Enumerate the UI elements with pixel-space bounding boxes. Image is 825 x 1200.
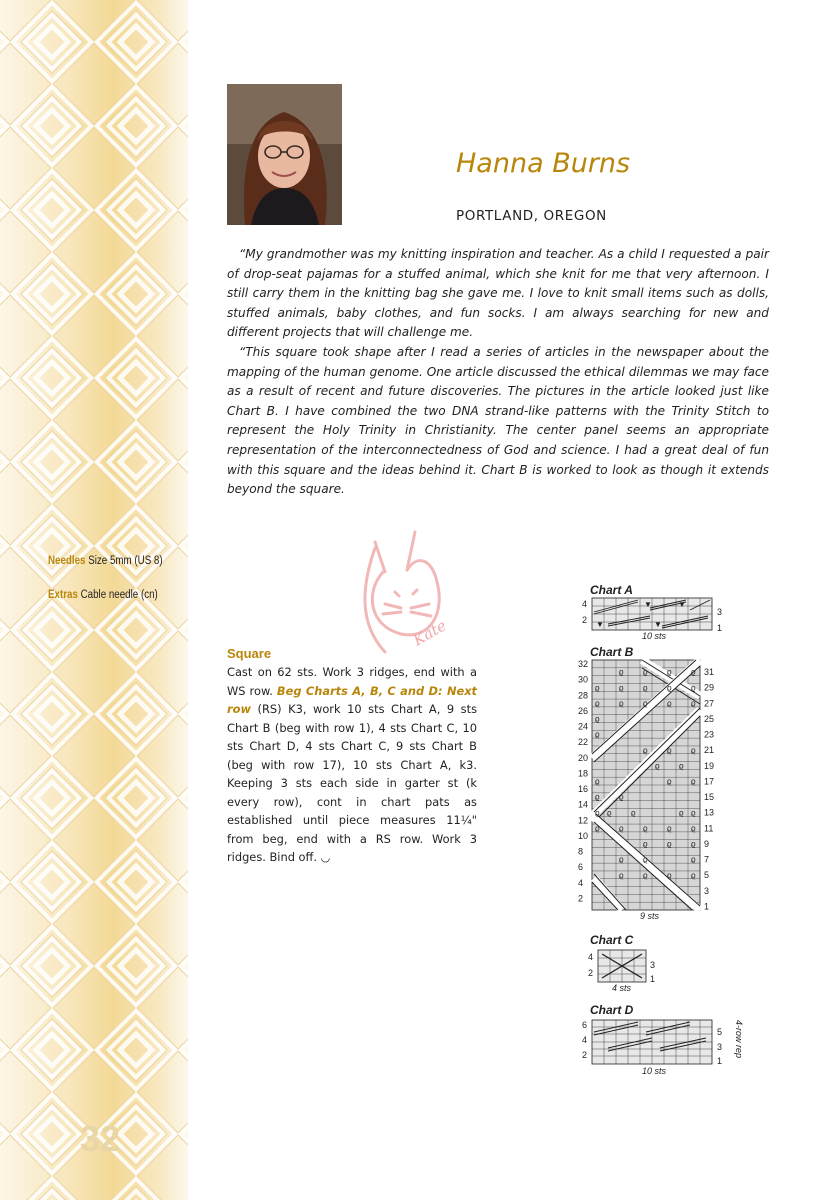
chart-b-row-left: 22	[578, 737, 589, 748]
chart-b-loop-mark: ϱ	[691, 683, 696, 693]
chart-b-right-labels	[704, 667, 714, 911]
chart-b-loop-mark: ϱ	[595, 808, 600, 818]
chart-a-title: Chart A	[590, 583, 633, 597]
portrait-photo	[227, 84, 342, 225]
chart-b-loop-mark: ϱ	[667, 823, 672, 833]
chart-c-sts: 4 sts	[612, 983, 632, 993]
chart-c-row-left: 2	[588, 968, 594, 978]
chart-b-loop-mark: ϱ	[667, 839, 672, 849]
chart-b-loop-mark: ϱ	[643, 667, 648, 677]
chart-d-title: Chart D	[590, 1003, 634, 1017]
chart-b-row-right: 9	[704, 838, 710, 849]
extras-note	[48, 589, 158, 601]
chart-a-row-left: 4	[582, 599, 588, 609]
chart-d-row-right: 1	[717, 1056, 723, 1066]
chart-b-loop-mark: ϱ	[691, 855, 696, 865]
chart-b-row-left: 12	[578, 815, 589, 826]
chart-d-row-left: 4	[582, 1035, 588, 1045]
chart-b-loop-mark: ϱ	[595, 777, 600, 786]
chart-b-row-right: 27	[704, 698, 715, 709]
chart-b-loop-mark: ϱ	[595, 683, 600, 693]
extras-value: Cable needle (cn)	[80, 589, 158, 601]
chart-b-row-right: 7	[704, 854, 710, 865]
chart-b-loop-mark: ϱ	[619, 667, 624, 677]
chart-a-row-left: 2	[582, 615, 588, 625]
square-instructions	[227, 663, 477, 868]
chart-b-loop-mark: ϱ	[679, 808, 684, 818]
chart-b-loop-mark: ϱ	[643, 870, 648, 880]
author-location: PORTLAND, OREGON	[456, 208, 607, 224]
chart-b-loop-mark: ϱ	[691, 777, 696, 786]
chart-c-title: Chart C	[590, 933, 634, 947]
chart-d-sts: 10 sts	[642, 1066, 667, 1076]
chart-b-row-left: 24	[578, 721, 589, 732]
chart-b-loop-mark: ϱ	[691, 808, 696, 818]
author-bio	[227, 245, 769, 500]
chart-b-loop-mark: ϱ	[619, 683, 624, 693]
chart-c-row-right: 3	[650, 960, 656, 970]
chart-b-row-right: 5	[704, 870, 710, 881]
chart-b-row-right: 29	[704, 682, 715, 693]
knitting-charts	[550, 580, 750, 1084]
chart-b-loop-mark: ϱ	[643, 823, 648, 833]
chart-b-loop-mark: ϱ	[619, 855, 624, 865]
chart-b-loop-mark: ϱ	[691, 823, 696, 833]
svg-text:▼: ▼	[654, 620, 662, 629]
chart-b-row-left: 20	[578, 752, 589, 763]
chart-b-row-left: 16	[578, 784, 589, 794]
chart-b-loop-mark: ϱ	[667, 870, 672, 880]
square-highlight: Beg Charts A, B, C and D: Next row	[227, 683, 477, 716]
chart-b-sts: 9 sts	[640, 911, 660, 921]
chart-b-loop-mark: ϱ	[643, 839, 648, 849]
chart-b-title: Chart B	[590, 645, 634, 659]
chart-b-row-right: 23	[704, 729, 715, 740]
svg-text:▼: ▼	[596, 620, 604, 629]
chart-d-grid	[592, 1020, 712, 1064]
page-number: 32	[80, 1118, 121, 1159]
chart-b-row-left: 28	[578, 690, 589, 701]
svg-text:▼: ▼	[678, 600, 686, 609]
chart-b-loop-mark: ϱ	[619, 823, 624, 833]
chart-a-row-right: 1	[717, 623, 723, 633]
chart-d-rep: 4-row rep	[734, 1020, 744, 1059]
chart-d-row-left: 2	[582, 1050, 588, 1060]
needles-label: Needles	[48, 555, 86, 567]
chart-b-row-right: 11	[704, 823, 714, 834]
square-heading: Square	[227, 646, 272, 661]
chart-d-row-left: 6	[582, 1020, 588, 1030]
chart-b-loop-mark: ϱ	[595, 730, 600, 740]
chart-c-row-left: 4	[588, 952, 594, 962]
chart-a-grid	[592, 598, 712, 630]
chart-b-row-left: 30	[578, 674, 589, 685]
chart-b-row-right: 31	[704, 667, 715, 677]
chart-b-row-left: 8	[578, 846, 584, 857]
chart-d-row-right: 3	[717, 1042, 723, 1052]
chart-b-loop-mark: ϱ	[691, 870, 696, 880]
chart-b-loop-mark: ϱ	[643, 745, 648, 755]
chart-b-row-right: 17	[704, 776, 715, 787]
chart-b-row-right: 1	[704, 901, 710, 912]
chart-a-sts: 10 sts	[642, 631, 667, 641]
chart-b-row-right: 25	[704, 713, 715, 724]
chart-b-row-left: 6	[578, 862, 584, 873]
needles-note	[48, 555, 163, 567]
chart-b-row-left: 10	[578, 830, 589, 841]
chart-b-row-left: 14	[578, 799, 589, 810]
chart-b-loop-mark: ϱ	[619, 870, 624, 880]
bio-paragraph-1: “My grandmother was my knitting inspiration and teacher. As a child I requested a pair of drop-seat pajamas for a stuffed animal, which she knit for me that very afternoon. I still carry them in the knitting bag she gave me. I love to knit small items such as dolls, stuffed animals, baby clothes, and fun socks. I am always searching for new and different projects that will challenge me.	[227, 247, 769, 340]
charts-svg	[550, 580, 750, 1080]
chart-b-loop-mark: ϱ	[691, 745, 696, 755]
chart-d-row-right: 5	[717, 1027, 723, 1037]
chart-b-loop-mark: ϱ	[595, 792, 600, 802]
end-mark-icon: ◡	[320, 851, 331, 864]
chart-b-row-left: 4	[578, 877, 584, 888]
chart-b-row-right: 21	[704, 745, 715, 756]
chart-b-loop-mark: ϱ	[607, 808, 612, 818]
extras-label: Extras	[48, 589, 78, 601]
chart-b-loop-mark: ϱ	[643, 855, 648, 865]
chart-b-row-right: 15	[704, 792, 715, 802]
chart-b-loop-mark: ϱ	[691, 698, 696, 708]
chart-b-loop-mark: ϱ	[679, 761, 684, 771]
chart-b-loop-mark: ϱ	[667, 667, 672, 677]
chart-b-loop-mark: ϱ	[691, 667, 696, 677]
chart-b-loop-mark: ϱ	[595, 714, 600, 724]
chart-b-row-right: 13	[704, 807, 715, 818]
chart-b-row-left: 26	[578, 705, 589, 716]
svg-text:▼: ▼	[644, 600, 652, 609]
chart-b-loop-mark: ϱ	[619, 698, 624, 708]
chart-b-loop-mark: ϱ	[619, 792, 624, 802]
chart-b-loop-mark: ϱ	[667, 745, 672, 755]
square-intro: Cast on 62 sts. Work 3 ridges, end with a WS row.	[227, 665, 477, 698]
chart-c-row-right: 1	[650, 974, 656, 984]
chart-b-loop-mark: ϱ	[643, 698, 648, 708]
chart-b-row-right: 3	[704, 885, 710, 896]
chart-b-loop-mark: ϱ	[667, 777, 672, 786]
watermark-text: Kate	[410, 616, 450, 650]
chart-b-loop-mark: ϱ	[667, 698, 672, 708]
cat-watermark	[345, 522, 475, 662]
chart-b-row-left: 2	[578, 893, 584, 904]
chart-b-loop-mark: ϱ	[691, 839, 696, 849]
needles-value: Size 5mm (US 8)	[88, 555, 163, 567]
chart-a-row-right: 3	[717, 607, 723, 617]
author-name: Hanna Burns	[456, 148, 631, 179]
chart-c-grid	[598, 950, 646, 982]
chart-b-loop-mark: ϱ	[631, 808, 636, 818]
chart-b-row-left: 18	[578, 768, 589, 779]
chart-b-loop-mark: ϱ	[643, 683, 648, 693]
chart-b-left-labels	[578, 659, 588, 903]
chart-b-loop-mark: ϱ	[595, 823, 600, 833]
chart-b-row-left: 32	[578, 659, 589, 669]
chart-b-row-right: 19	[704, 760, 715, 771]
bio-paragraph-2: “This square took shape after I read a series of articles in the newspaper about the mapping of the human genome. One article discussed the ethical dilemmas we may face as a result of recent and future discoveries. The pictures in the article looked just like Chart B. I have combined the two DNA strand-like patterns with the Trinity Stitch to represent the Holy Trinity in Christianity. The center panel seems an appropriate representation of the interconnectedness of God and science. I had a great deal of fun with this square and the ideas behind it. Chart B is worked to look as though it extends beyond the square.	[227, 344, 769, 497]
chart-b-loop-mark: ϱ	[655, 761, 660, 771]
chart-b-loop-mark: ϱ	[667, 683, 672, 693]
chart-b-loop-mark: ϱ	[595, 698, 600, 708]
square-body: (RS) K3, work 10 sts Chart A, 9 sts Chart B (beg with row 1), 4 sts Chart C, 10 sts Chart D, 4 sts Chart C, 9 sts Chart B (beg with row 17), 10 sts Chart A, k3. Keeping 3 sts each side in garter st (k every row), cont in chart pats as established until piece measures 11¼" from beg, end with a RS row. Work 3 ridges. Bind off.	[227, 702, 478, 864]
